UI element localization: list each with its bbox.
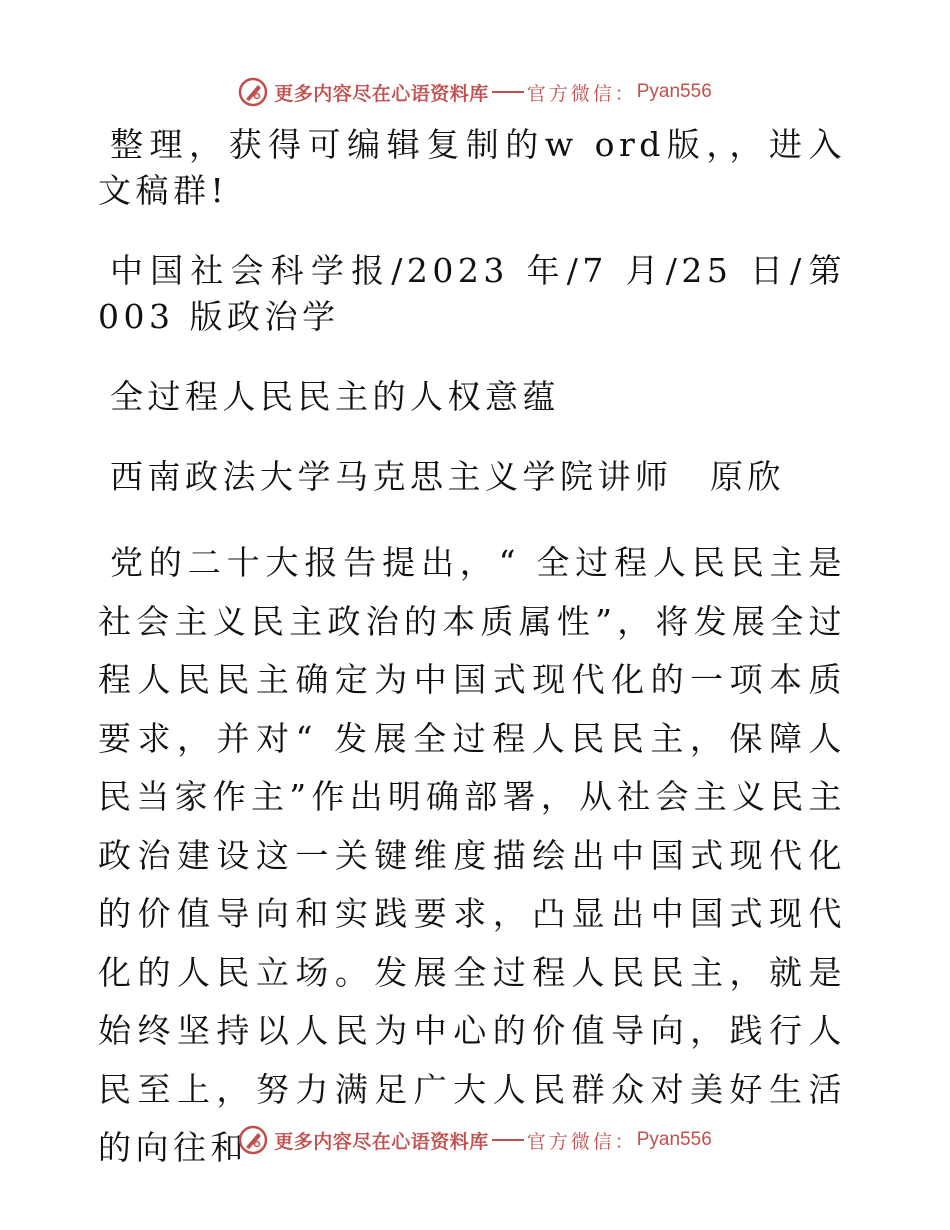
watermark-wechat-label: 官方微信： (526, 1130, 637, 1153)
source-line: 中国社会科学报/2023 年/7 月/25 日/第 003 版政治学 (98, 251, 846, 336)
watermark-dash (492, 91, 524, 93)
author-line: 西南政法大学马克思主义学院讲师 原欣 (110, 457, 785, 496)
article-title: 全过程人民民主的人权意蕴 (110, 377, 560, 416)
intro-paragraph: 整理，获得可编辑复制的w ord版，，进入文稿群! (98, 125, 846, 210)
document-body (98, 122, 846, 1212)
watermark-dash (492, 1139, 524, 1141)
header-watermark (0, 72, 950, 112)
watermark-wechat-id: Pyan556 (636, 1129, 712, 1150)
watermark-wechat-label: 官方微信： (526, 82, 637, 105)
watermark-text: 更多内容尽在心语资料库 (274, 82, 489, 105)
watermark-wechat-id: Pyan556 (636, 81, 712, 102)
watermark-text: 更多内容尽在心语资料库 (274, 1130, 489, 1153)
pen-logo-icon (238, 77, 268, 107)
pen-logo-icon (238, 1125, 268, 1155)
body-paragraph: 党的二十大报告提出，“ 全过程人民民主是社会主义民主政治的本质属性”，将发展全过程人民民主确定为中国式现代化的一项本质要求，并对“ 发展全过程人民民主，保障人民当家作主”作出明确部署，从社会主义民主政治建设这一关键维度描绘出中国式现代化的价值导向和实践要求，凸显出中国式现代化的人民立场。发展全过程人民民主，就是始终坚持以人民为中心的价值导向，践行人民至上，努力满足广大人民群众对美好生活的向往和 (98, 543, 846, 1167)
footer-watermark (0, 1120, 950, 1160)
